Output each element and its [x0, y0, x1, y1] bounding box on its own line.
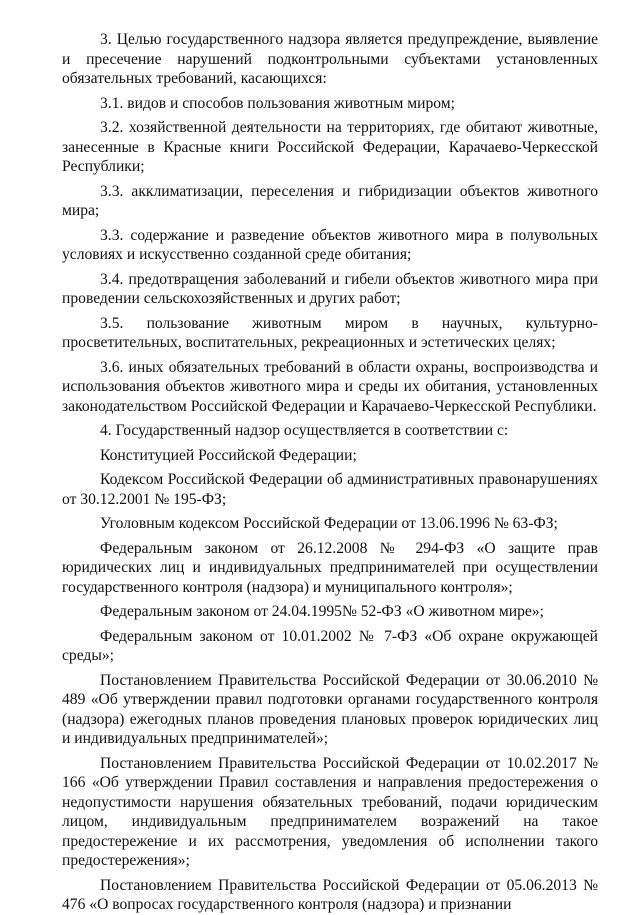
legal-basis-resolution-166: Постановлением Правительства Российской Федерации от 10.02.2017 № 166 «Об утверждении Правил составления и направления предостережения о недопустимости нарушения обязательных требований, подачи юридическим лицом, индивидуальным предпринимателем возражений на такое предостережение и их рассмотрения, уведомления об исполнении такого предостережения»;	[62, 754, 598, 869]
legal-basis-law-294: Федеральным законом от 26.12.2008 № 294-ФЗ «О защите прав юридических лиц и индивидуальных предпринимателей при осуществлении государственного контроля (надзора) и муниципального контроля»;	[62, 539, 598, 596]
legal-basis-criminal-code: Уголовным кодексом Российской Федерации от 13.06.1996 № 63-ФЗ;	[100, 515, 558, 532]
paragraph-item-3-2: 3.2. хозяйственной деятельности на территориях, где обитают животные, занесенные в Красные книги Российской Федерации, Карачаево-Черкесской Республики;	[62, 119, 598, 175]
paragraph-item-3-3-b: 3.3. содержание и разведение объектов животного мира в полувольных условиях и искусственно созданной среде обитания;	[62, 226, 598, 263]
paragraph-item-3-5: 3.5. пользование животным миром в научных, культурно-просветительных, воспитательных, рекреационных и эстетических целях;	[62, 314, 598, 351]
paragraph-item-3-3-a: 3.3. акклиматизации, переселения и гибридизации объектов животного мира;	[62, 182, 598, 219]
paragraph-item-3: 3. Целью государственного надзора является предупреждение, выявление и пресечение нарушений подконтрольными субъектами установленных обязательных требований, касающихся:	[62, 31, 598, 87]
legal-basis-koap: Кодексом Российской Федерации об административных правонарушениях от 30.12.2001 № 195-ФЗ;	[62, 471, 598, 508]
legal-basis-constitution: Конституцией Российской Федерации;	[100, 446, 357, 464]
paragraph-item-3-4: 3.4. предотвращения заболеваний и гибели объектов животного мира при проведении сельскохозяйственных и других работ;	[62, 270, 598, 307]
paragraph-item-4: 4. Государственный надзор осуществляется в соответствии с:	[100, 422, 509, 439]
legal-basis-law-7: Федеральным законом от 10.01.2002 № 7-ФЗ «Об охране окружающей среды»;	[62, 627, 598, 664]
legal-basis-resolution-489: Постановлением Правительства Российской Федерации от 30.06.2010 № 489 «Об утверждении правил подготовки органами государственного контроля (надзора) ежегодных планов проведения плановых проверок юридических лиц и индивидуальных предпринимателей»;	[62, 671, 598, 747]
legal-basis-law-52: Федеральным законом от 24.04.1995№ 52-ФЗ «О животном мире»;	[100, 603, 544, 620]
legal-basis-resolution-476: Постановлением Правительства Российской Федерации от 05.06.2013 № 476 «О вопросах государственного контроля (надзора) и признании	[62, 876, 598, 913]
paragraph-item-3-6: 3.6. иных обязательных требований в области охраны, воспроизводства и использования объектов животного мира и среды их обитания, установленных законодательством Российской Федерации и Карачаево-Черкесской Республики.	[62, 358, 598, 415]
paragraph-item-3-1: 3.1. видов и способов пользования животным миром;	[100, 94, 456, 112]
